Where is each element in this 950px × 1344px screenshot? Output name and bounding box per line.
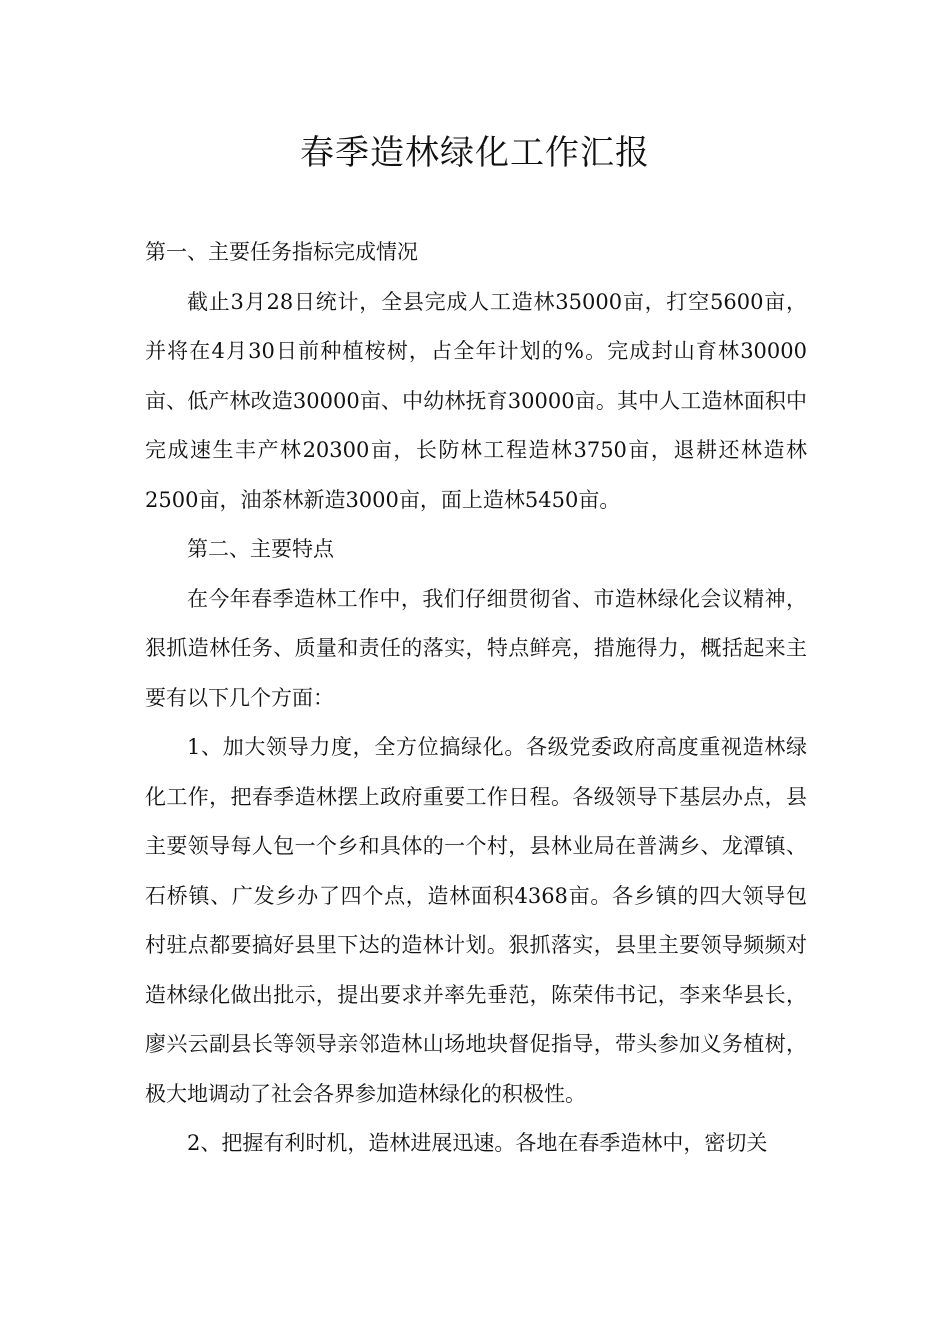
paragraph-features-intro: 在今年春季造林工作中，我们仔细贯彻省、市造林绿化会议精神，狠抓造林任务、质量和责任的落实，特点鲜亮，措施得力，概括起来主要有以下几个方面： bbox=[145, 586, 807, 710]
section-heading-2: 第二、主要特点 bbox=[187, 537, 334, 561]
section-heading-1: 第一、主要任务指标完成情况 bbox=[145, 240, 418, 264]
document-title: 春季造林绿化工作汇报 bbox=[300, 133, 650, 173]
document-body bbox=[145, 228, 807, 1169]
paragraph-task-completion: 截止3月28日统计，全县完成人工造林35000亩，打空5600亩，并将在4月30日前种植桉树，占全年计划的%。完成封山育林30000亩、低产林改造30000亩、中幼林抚育30000亩。其中人工造林面积中完成速生丰产林20300亩，长防林工程造林3750亩，退耕还林造林2500亩，油茶林新造3000亩，面上造林5450亩。 bbox=[145, 289, 807, 512]
paragraph-timing: 2、把握有利时机，造林进展迅速。各地在春季造林中，密切关 bbox=[187, 1131, 768, 1155]
paragraph-leadership: 1、加大领导力度，全方位搞绿化。各级党委政府高度重视造林绿化工作，把春季造林摆上政府重要工作日程。各级领导下基层办点，县主要领导每人包一个乡和具体的一个村，县林业局在普满乡、龙潭镇、石桥镇、广发乡办了四个点，造林面积4368亩。各乡镇的四大领导包村驻点都要搞好县里下达的造林计划。狠抓落实，县里主要领导频频对造林绿化做出批示，提出要求并率先垂范，陈荣伟书记，李来华县长，廖兴云副县长等领导亲邻造林山场地块督促指导，带头参加义务植树，极大地调动了社会各界参加造林绿化的积极性。 bbox=[145, 735, 807, 1106]
